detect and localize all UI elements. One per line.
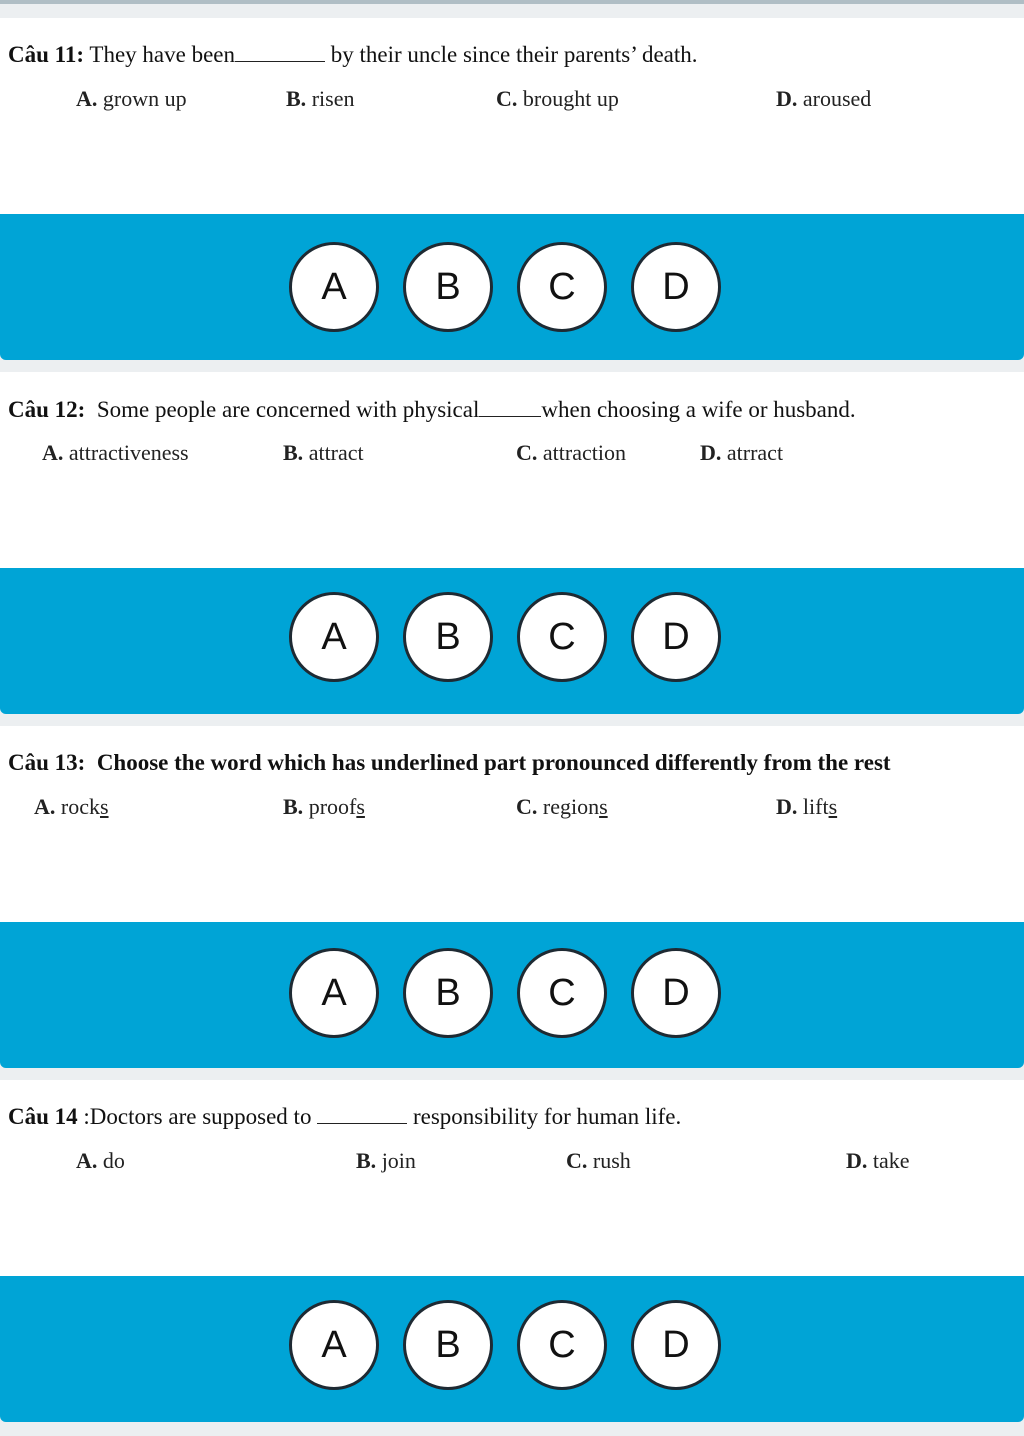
option-text: do <box>102 1148 125 1173</box>
option-text: attractiveness <box>68 440 189 465</box>
question-text <box>8 397 856 423</box>
answer-blank <box>317 1105 407 1124</box>
option-text: grown up <box>102 86 187 111</box>
question-text <box>8 750 891 776</box>
option-b <box>286 86 354 112</box>
answer-d-button[interactable]: D <box>631 592 721 682</box>
option-b <box>356 1148 416 1174</box>
option-text: join <box>381 1148 416 1173</box>
option-text: aroused <box>802 86 872 111</box>
underlined-part: s <box>599 794 608 819</box>
option-c <box>566 1148 631 1174</box>
answer-bar <box>0 1276 1024 1422</box>
option-d <box>700 440 783 466</box>
question-text <box>8 42 698 68</box>
question-number: Câu 13: <box>8 750 86 775</box>
question-stem-after: responsibility for human life. <box>412 1104 682 1129</box>
option-b <box>283 794 365 820</box>
option-letter: B. <box>356 1148 377 1173</box>
question-body <box>0 18 1024 214</box>
answer-c-button[interactable]: C <box>517 1300 607 1390</box>
answer-b-button[interactable]: B <box>403 592 493 682</box>
question-text <box>8 1104 681 1130</box>
option-text: brought up <box>522 86 619 111</box>
option-a <box>76 86 187 112</box>
option-c <box>516 794 608 820</box>
option-letter: D. <box>776 794 798 819</box>
option-letter: D. <box>776 86 798 111</box>
question-body <box>0 1080 1024 1276</box>
option-letter: A. <box>76 1148 98 1173</box>
answer-bar <box>0 214 1024 360</box>
option-letter: A. <box>76 86 98 111</box>
option-a <box>42 440 189 466</box>
option-text: attraction <box>542 440 626 465</box>
underlined-part: s <box>356 794 365 819</box>
option-c <box>496 86 619 112</box>
question-number: Câu 11: <box>8 42 85 67</box>
option-text: proof <box>308 794 357 819</box>
option-text: region <box>542 794 600 819</box>
option-letter: D. <box>846 1148 868 1173</box>
answer-d-button[interactable]: D <box>631 948 721 1038</box>
option-d <box>776 86 871 112</box>
answer-d-button[interactable]: D <box>631 1300 721 1390</box>
answer-b-button[interactable]: B <box>403 1300 493 1390</box>
answer-b-button[interactable]: B <box>403 242 493 332</box>
question-stem-before: They have been <box>89 42 235 67</box>
question-stem-after: by their uncle since their parents’ death. <box>330 42 698 67</box>
answer-a-button[interactable]: A <box>289 592 379 682</box>
answer-blank <box>235 43 325 62</box>
underlined-part: s <box>828 794 838 819</box>
answer-a-button[interactable]: A <box>289 242 379 332</box>
option-c <box>516 440 626 466</box>
question-number: Câu 14 <box>8 1104 78 1129</box>
question-stem-after: when choosing a wife or husband. <box>541 397 856 422</box>
option-text: atrract <box>726 440 784 465</box>
top-divider <box>0 0 1024 4</box>
answer-c-button[interactable]: C <box>517 948 607 1038</box>
option-text: rush <box>592 1148 631 1173</box>
option-letter: B. <box>283 440 304 465</box>
question-stem: Choose the word which has underlined part pronounced differently from the rest <box>96 750 891 775</box>
question-number: Câu 12: <box>8 397 86 422</box>
option-letter: A. <box>34 794 56 819</box>
option-letter: A. <box>42 440 64 465</box>
option-text: risen <box>311 86 355 111</box>
option-letter: B. <box>283 794 304 819</box>
question-stem-before: Some people are concerned with physical <box>96 397 480 422</box>
answer-bar <box>0 568 1024 714</box>
option-text: rock <box>60 794 100 819</box>
underlined-part: s <box>99 794 109 819</box>
option-text: attract <box>308 440 364 465</box>
option-letter: B. <box>286 86 307 111</box>
question-stem-before: :Doctors are supposed to <box>83 1104 312 1129</box>
option-d <box>776 794 837 820</box>
option-text: take <box>872 1148 910 1173</box>
answer-bar <box>0 922 1024 1068</box>
option-d <box>846 1148 910 1174</box>
answer-blank <box>479 398 541 417</box>
answer-c-button[interactable]: C <box>517 242 607 332</box>
option-letter: C. <box>516 440 538 465</box>
option-b <box>283 440 364 466</box>
option-text: lift <box>802 794 829 819</box>
answer-d-button[interactable]: D <box>631 242 721 332</box>
option-letter: C. <box>496 86 518 111</box>
option-letter: C. <box>566 1148 588 1173</box>
option-a <box>34 794 109 820</box>
answer-a-button[interactable]: A <box>289 1300 379 1390</box>
question-body <box>0 372 1024 568</box>
option-letter: D. <box>700 440 722 465</box>
answer-c-button[interactable]: C <box>517 592 607 682</box>
option-a <box>76 1148 125 1174</box>
answer-b-button[interactable]: B <box>403 948 493 1038</box>
answer-a-button[interactable]: A <box>289 948 379 1038</box>
question-body <box>0 726 1024 922</box>
option-letter: C. <box>516 794 538 819</box>
